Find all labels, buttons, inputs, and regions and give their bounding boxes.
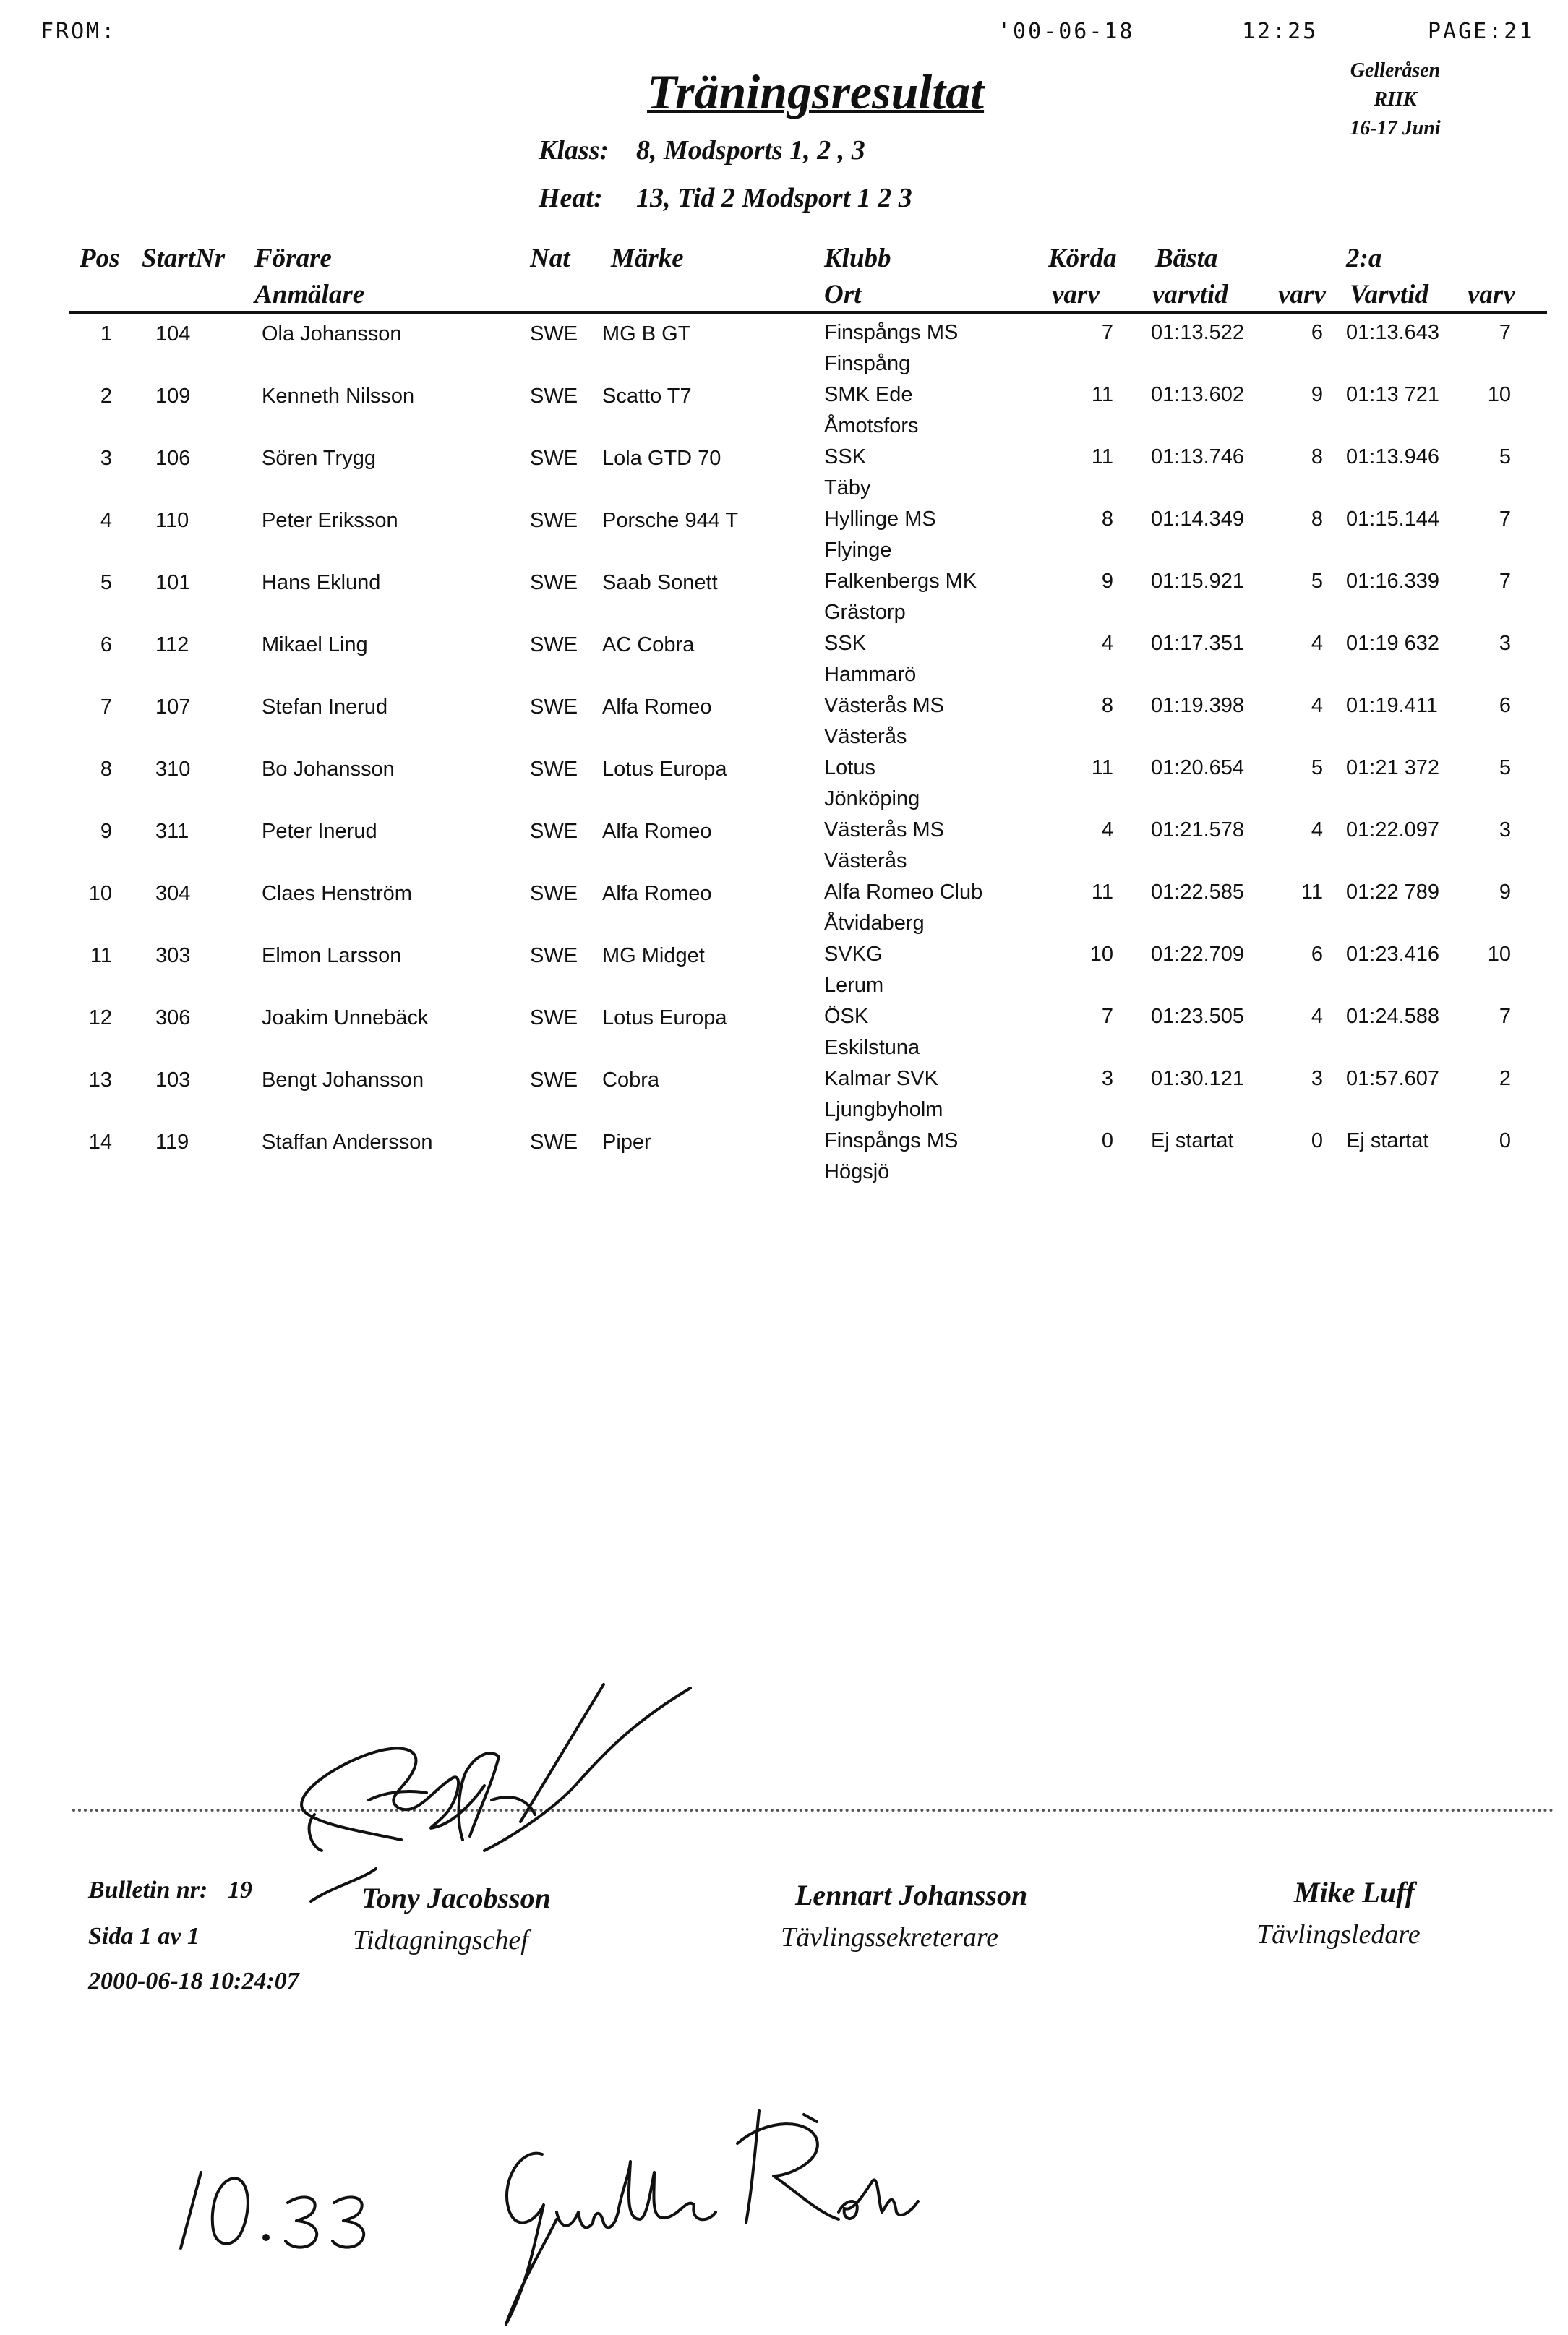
row-car-make: Scatto T7 — [602, 385, 692, 408]
row-best-lap-number: 5 — [1311, 756, 1323, 779]
col-header-klubb: Klubb — [824, 244, 891, 273]
row-town: Flyinge — [824, 539, 892, 562]
row-position: 6 — [100, 633, 112, 656]
venue-name: Gelleråsen — [1350, 59, 1441, 82]
row-second-lap-number: 3 — [1499, 632, 1511, 655]
row-driver: Sören Trygg — [262, 447, 376, 470]
row-town: Finspång — [824, 352, 911, 375]
col-header-anmalare: Anmälare — [254, 280, 365, 309]
row-start-number: 104 — [155, 322, 191, 346]
signatory-role-2: Tävlingssekreterare — [781, 1922, 999, 1953]
row-second-laptime: 01:19.411 — [1346, 694, 1438, 717]
row-second-lap-number: 5 — [1499, 445, 1511, 468]
row-driver: Stefan Inerud — [262, 695, 388, 719]
row-nationality: SWE — [530, 509, 578, 532]
row-nationality: SWE — [530, 1006, 578, 1029]
col-header-startnr: StartNr — [142, 244, 226, 273]
col-header-korda-varv: varv — [1052, 280, 1100, 309]
row-laps-driven: 10 — [1089, 943, 1113, 966]
row-second-lap-number: 7 — [1499, 507, 1511, 531]
handwritten-time-note — [173, 2151, 390, 2266]
table-row — [0, 940, 1568, 1002]
row-car-make: Alfa Romeo — [602, 695, 712, 719]
row-second-laptime: 01:19 632 — [1346, 632, 1440, 655]
row-position: 8 — [100, 758, 112, 781]
row-second-laptime: 01:13 721 — [1346, 383, 1440, 406]
col-header-forare: Förare — [254, 244, 332, 273]
row-driver: Bo Johansson — [262, 758, 395, 781]
row-nationality: SWE — [530, 447, 578, 470]
row-second-laptime: Ej startat — [1346, 1129, 1429, 1152]
row-second-lap-number: 6 — [1499, 694, 1511, 717]
row-laps-driven: 3 — [1101, 1067, 1113, 1090]
row-start-number: 109 — [155, 385, 191, 408]
row-club: SSK — [824, 632, 867, 655]
row-nationality: SWE — [530, 385, 578, 408]
table-row — [0, 1064, 1568, 1126]
col-header-korda: Körda — [1048, 244, 1117, 273]
row-driver: Hans Eklund — [262, 571, 381, 594]
fax-page-number: PAGE:21 — [1428, 19, 1535, 44]
heat-label: Heat: — [539, 183, 603, 213]
row-position: 5 — [100, 571, 112, 594]
row-start-number: 310 — [155, 758, 191, 781]
row-second-lap-number: 10 — [1487, 383, 1511, 406]
table-row — [0, 815, 1568, 878]
col-header-ort: Ort — [824, 280, 862, 309]
row-position: 3 — [100, 447, 112, 470]
row-best-lap-number: 8 — [1311, 507, 1323, 531]
row-driver: Joakim Unnebäck — [262, 1006, 429, 1029]
row-second-laptime: 01:13.946 — [1346, 445, 1440, 468]
row-best-laptime: Ej startat — [1151, 1129, 1234, 1152]
row-best-lap-number: 6 — [1311, 321, 1323, 344]
row-second-laptime: 01:24.588 — [1346, 1005, 1440, 1028]
row-start-number: 112 — [155, 633, 189, 656]
venue-block — [1330, 56, 1460, 143]
venue-club: RIIK — [1374, 88, 1417, 111]
row-laps-driven: 11 — [1091, 881, 1113, 904]
fax-from-label: FROM: — [40, 19, 117, 44]
row-start-number: 103 — [155, 1068, 191, 1092]
row-club: Alfa Romeo Club — [824, 881, 983, 904]
table-row — [0, 753, 1568, 815]
col-header-pos: Pos — [80, 244, 120, 273]
row-second-lap-number: 7 — [1499, 1005, 1511, 1028]
signatory-role-3: Tävlingsledare — [1256, 1919, 1421, 1950]
row-town: Västerås — [824, 725, 907, 748]
row-start-number: 106 — [155, 447, 191, 470]
row-driver: Claes Henström — [262, 882, 412, 905]
row-best-lap-number: 3 — [1311, 1067, 1323, 1090]
row-laps-driven: 4 — [1101, 632, 1113, 655]
row-nationality: SWE — [530, 695, 578, 719]
row-nationality: SWE — [530, 820, 578, 843]
row-start-number: 303 — [155, 944, 191, 967]
signatory-name-1: Tony Jacobsson — [361, 1882, 551, 1914]
row-position: 9 — [100, 820, 112, 843]
table-row — [0, 1002, 1568, 1064]
table-row — [0, 505, 1568, 567]
col-header-marke: Märke — [611, 244, 684, 273]
col-header-nat: Nat — [530, 244, 570, 273]
row-position: 13 — [88, 1068, 112, 1092]
row-laps-driven: 7 — [1101, 321, 1113, 344]
row-second-lap-number: 2 — [1499, 1067, 1511, 1090]
signatory-name-2: Lennart Johansson — [795, 1879, 1028, 1911]
row-laps-driven: 8 — [1101, 694, 1113, 717]
row-car-make: MG Midget — [602, 944, 705, 967]
row-club: SMK Ede — [824, 383, 913, 406]
row-position: 10 — [88, 882, 112, 905]
row-town: Västerås — [824, 849, 907, 873]
row-town: Lerum — [824, 974, 884, 997]
col-header-andra: 2:a — [1346, 244, 1382, 273]
row-car-make: Lotus Europa — [602, 758, 727, 781]
row-start-number: 311 — [155, 820, 189, 843]
row-second-lap-number: 10 — [1487, 943, 1511, 966]
row-laps-driven: 11 — [1091, 756, 1113, 779]
row-nationality: SWE — [530, 882, 578, 905]
row-club: Finspångs MS — [824, 1129, 959, 1152]
row-position: 11 — [90, 944, 112, 967]
row-best-lap-number: 6 — [1311, 943, 1323, 966]
row-start-number: 119 — [155, 1131, 189, 1154]
row-start-number: 304 — [155, 882, 191, 905]
col-header-varv2: varv — [1468, 280, 1515, 309]
row-town: Åtvidaberg — [824, 912, 925, 935]
col-header-varv: varv — [1278, 280, 1326, 309]
row-best-lap-number: 4 — [1311, 694, 1323, 717]
table-row — [0, 442, 1568, 505]
row-second-laptime: 01:15.144 — [1346, 507, 1440, 531]
row-best-lap-number: 8 — [1311, 445, 1323, 468]
fax-date: '00-06-18 — [998, 19, 1135, 44]
row-town: Grästorp — [824, 601, 906, 624]
row-second-lap-number: 9 — [1499, 881, 1511, 904]
row-second-laptime: 01:13.643 — [1346, 321, 1440, 344]
table-row — [0, 567, 1568, 629]
table-row — [0, 1126, 1568, 1188]
handwritten-signature-gunilla-rosell — [477, 2104, 940, 2335]
row-town: Högsjö — [824, 1160, 890, 1183]
row-driver: Peter Eriksson — [262, 509, 398, 532]
row-laps-driven: 8 — [1101, 507, 1113, 531]
table-row — [0, 380, 1568, 442]
row-town: Hammarö — [824, 663, 917, 686]
row-best-laptime: 01:30.121 — [1151, 1067, 1245, 1090]
row-club: Kalmar SVK — [824, 1067, 938, 1090]
row-town: Eskilstuna — [824, 1036, 920, 1059]
row-best-laptime: 01:22.585 — [1151, 881, 1245, 904]
col-header-basta-varvtid: varvtid — [1152, 280, 1228, 309]
row-nationality: SWE — [530, 571, 578, 594]
row-club: Lotus — [824, 756, 875, 779]
row-club: ÖSK — [824, 1005, 869, 1028]
row-laps-driven: 4 — [1101, 818, 1113, 841]
row-best-lap-number: 4 — [1311, 1005, 1323, 1028]
row-driver: Staffan Andersson — [262, 1131, 433, 1154]
row-second-laptime: 01:16.339 — [1346, 570, 1440, 593]
row-car-make: Piper — [602, 1131, 651, 1154]
row-position: 2 — [100, 385, 112, 408]
row-best-laptime: 01:13.522 — [1151, 321, 1245, 344]
row-best-laptime: 01:14.349 — [1151, 507, 1245, 531]
klass-label: Klass: — [539, 135, 609, 166]
document-title: Träningsresultat — [647, 64, 985, 119]
row-nationality: SWE — [530, 633, 578, 656]
row-laps-driven: 0 — [1101, 1129, 1113, 1152]
fax-time: 12:25 — [1242, 19, 1319, 44]
row-driver: Mikael Ling — [262, 633, 368, 656]
row-car-make: Porsche 944 T — [602, 509, 739, 532]
row-car-make: Cobra — [602, 1068, 659, 1092]
row-second-laptime: 01:21 372 — [1346, 756, 1440, 779]
row-laps-driven: 9 — [1101, 570, 1113, 593]
row-car-make: AC Cobra — [602, 633, 695, 656]
row-driver: Elmon Larsson — [262, 944, 402, 967]
col-header-basta: Bästa — [1155, 244, 1218, 273]
row-club: Falkenbergs MK — [824, 570, 977, 593]
row-start-number: 306 — [155, 1006, 191, 1029]
row-second-lap-number: 7 — [1499, 570, 1511, 593]
row-position: 1 — [100, 322, 112, 346]
row-club: SSK — [824, 445, 867, 468]
row-nationality: SWE — [530, 1131, 578, 1154]
row-club: Västerås MS — [824, 694, 944, 717]
row-laps-driven: 11 — [1091, 445, 1113, 468]
row-town: Ljungbyholm — [824, 1098, 943, 1121]
venue-dates: 16-17 Juni — [1350, 117, 1441, 140]
row-town: Jönköping — [824, 787, 920, 810]
row-town: Åmotsfors — [824, 414, 919, 437]
row-best-laptime: 01:23.505 — [1151, 1005, 1245, 1028]
bulletin-label: Bulletin nr: — [88, 1877, 208, 1903]
row-best-lap-number: 4 — [1311, 632, 1323, 655]
table-row — [0, 318, 1568, 380]
row-driver: Peter Inerud — [262, 820, 377, 843]
row-nationality: SWE — [530, 1068, 578, 1092]
row-car-make: Lotus Europa — [602, 1006, 727, 1029]
klass-value: 8, Modsports 1, 2 , 3 — [636, 135, 865, 166]
col-header-andra-varvtid: Varvtid — [1350, 280, 1428, 309]
row-driver: Ola Johansson — [262, 322, 402, 346]
row-best-laptime: 01:13.746 — [1151, 445, 1245, 468]
row-position: 7 — [100, 695, 112, 719]
table-row — [0, 878, 1568, 940]
signatory-name-3: Mike Luff — [1294, 1876, 1415, 1908]
row-driver: Bengt Johansson — [262, 1068, 424, 1092]
row-nationality: SWE — [530, 322, 578, 346]
row-nationality: SWE — [530, 758, 578, 781]
row-best-laptime: 01:21.578 — [1151, 818, 1245, 841]
row-car-make: Lola GTD 70 — [602, 447, 721, 470]
row-car-make: Alfa Romeo — [602, 882, 712, 905]
row-town: Täby — [824, 476, 871, 500]
row-laps-driven: 7 — [1101, 1005, 1113, 1028]
row-start-number: 110 — [155, 509, 189, 532]
row-car-make: Alfa Romeo — [602, 820, 712, 843]
row-second-laptime: 01:22 789 — [1346, 881, 1440, 904]
row-best-lap-number: 11 — [1301, 881, 1323, 904]
row-driver: Kenneth Nilsson — [262, 385, 415, 408]
row-position: 14 — [88, 1131, 112, 1154]
row-club: Västerås MS — [824, 818, 944, 841]
row-best-laptime: 01:19.398 — [1151, 694, 1245, 717]
row-second-lap-number: 7 — [1499, 321, 1511, 344]
row-car-make: MG B GT — [602, 322, 691, 346]
row-best-laptime: 01:15.921 — [1151, 570, 1245, 593]
row-position: 12 — [88, 1006, 112, 1029]
row-best-laptime: 01:13.602 — [1151, 383, 1245, 406]
row-best-lap-number: 0 — [1311, 1129, 1323, 1152]
row-laps-driven: 11 — [1091, 383, 1113, 406]
table-row — [0, 629, 1568, 691]
bulletin-number: 19 — [228, 1877, 252, 1903]
row-second-laptime: 01:23.416 — [1346, 943, 1440, 966]
row-second-laptime: 01:57.607 — [1346, 1067, 1440, 1090]
signatory-role-1: Tidtagningschef — [353, 1925, 528, 1955]
row-best-lap-number: 9 — [1311, 383, 1323, 406]
row-club: Hyllinge MS — [824, 507, 936, 531]
row-start-number: 101 — [155, 571, 191, 594]
header-rule — [69, 311, 1547, 314]
page-of: Sida 1 av 1 — [88, 1923, 200, 1950]
row-best-laptime: 01:20.654 — [1151, 756, 1245, 779]
row-position: 4 — [100, 509, 112, 532]
row-best-laptime: 01:17.351 — [1151, 632, 1245, 655]
print-timestamp: 2000-06-18 10:24:07 — [88, 1968, 299, 1995]
row-club: SVKG — [824, 943, 883, 966]
row-second-lap-number: 0 — [1499, 1129, 1511, 1152]
row-start-number: 107 — [155, 695, 191, 719]
row-second-lap-number: 5 — [1499, 756, 1511, 779]
row-nationality: SWE — [530, 944, 578, 967]
row-second-lap-number: 3 — [1499, 818, 1511, 841]
row-best-laptime: 01:22.709 — [1151, 943, 1245, 966]
row-club: Finspångs MS — [824, 321, 959, 344]
row-best-lap-number: 5 — [1311, 570, 1323, 593]
row-car-make: Saab Sonett — [602, 571, 718, 594]
row-second-laptime: 01:22.097 — [1346, 818, 1440, 841]
table-row — [0, 691, 1568, 753]
row-best-lap-number: 4 — [1311, 818, 1323, 841]
handwritten-signature-tidtagningschef — [275, 1670, 708, 1908]
heat-value: 13, Tid 2 Modsport 1 2 3 — [636, 183, 912, 213]
